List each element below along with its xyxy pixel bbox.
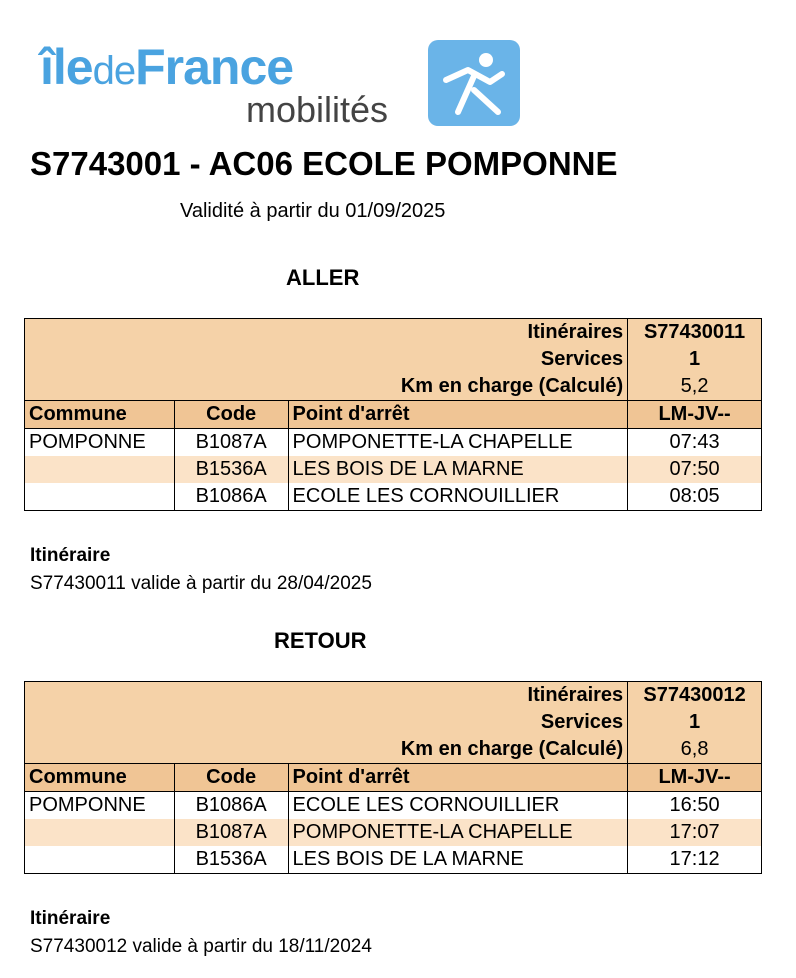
cell-commune: POMPONNE [29,431,146,453]
cell-time: 16:50 [628,792,762,820]
idf-mobilites-logo [40,38,530,130]
header-days: LM-JV-- [628,764,762,792]
retour-km-row [25,736,762,764]
itineraires-value: S77430011 [628,319,762,347]
services-value: 1 [628,709,762,736]
retour-itineraire-title: Itinéraire [30,908,111,929]
km-value: 6,8 [628,736,762,764]
table-row [25,792,762,820]
runner-icon [428,40,520,126]
cell-code: B1087A [174,429,288,457]
cell-time: 17:12 [628,846,762,874]
header-point: Point d'arrêt [288,764,628,792]
retour-heading: RETOUR [274,628,367,653]
services-value: 1 [628,346,762,373]
aller-itineraire-text: S77430011 valide à partir du 28/04/2025 [30,573,372,594]
page-title: S7743001 - AC06 ECOLE POMPONNE [30,145,618,182]
cell-commune [25,456,175,483]
cell-point: LES BOIS DE LA MARNE [288,456,628,483]
validity-date: Validité à partir du 01/09/2025 [180,200,446,222]
cell-time: 07:43 [628,429,762,457]
cell-point: POMPONETTE-LA CHAPELLE [288,429,628,457]
aller-km-row [25,373,762,401]
cell-code: B1086A [174,792,288,820]
km-label: Km en charge (Calculé) [25,373,628,401]
aller-heading: ALLER [286,265,360,290]
km-label: Km en charge (Calculé) [25,736,628,764]
cell-code: B1536A [174,456,288,483]
header-days: LM-JV-- [628,401,762,429]
aller-header-row [25,401,762,429]
header-code: Code [174,401,288,429]
cell-commune [25,846,175,874]
table-row [25,429,762,457]
services-label: Services [25,346,628,373]
cell-point: ECOLE LES CORNOUILLIER [288,483,628,511]
table-row [25,483,762,511]
retour-header-row [25,764,762,792]
table-row [25,456,762,483]
cell-commune [25,819,175,846]
cell-code: B1086A [174,483,288,511]
logo-wordmark: îledeFrance [40,39,294,95]
cell-commune [25,483,175,511]
header-point: Point d'arrêt [288,401,628,429]
services-label: Services [25,709,628,736]
aller-services-row [25,346,762,373]
header-commune: Commune [25,764,175,792]
aller-itineraires-row [25,319,762,347]
itineraires-value: S77430012 [628,682,762,710]
aller-timetable [24,318,762,511]
table-row [25,846,762,874]
table-row [25,819,762,846]
itineraires-label: Itinéraires [25,682,628,710]
retour-timetable [24,681,762,874]
cell-code: B1087A [174,819,288,846]
cell-time: 07:50 [628,456,762,483]
cell-time: 08:05 [628,483,762,511]
aller-itineraire-title: Itinéraire [30,545,111,566]
logo-subtitle: mobilités [246,89,389,130]
retour-itineraire-text: S77430012 valide à partir du 18/11/2024 [30,936,372,957]
cell-commune: POMPONNE [29,794,146,816]
cell-point: LES BOIS DE LA MARNE [288,846,628,874]
km-value: 5,2 [628,373,762,401]
header-code: Code [174,764,288,792]
itineraires-label: Itinéraires [25,319,628,347]
cell-point: POMPONETTE-LA CHAPELLE [288,819,628,846]
retour-itineraires-row [25,682,762,710]
header-commune: Commune [25,401,175,429]
cell-point: ECOLE LES CORNOUILLIER [288,792,628,820]
cell-time: 17:07 [628,819,762,846]
cell-code: B1536A [174,846,288,874]
retour-services-row [25,709,762,736]
